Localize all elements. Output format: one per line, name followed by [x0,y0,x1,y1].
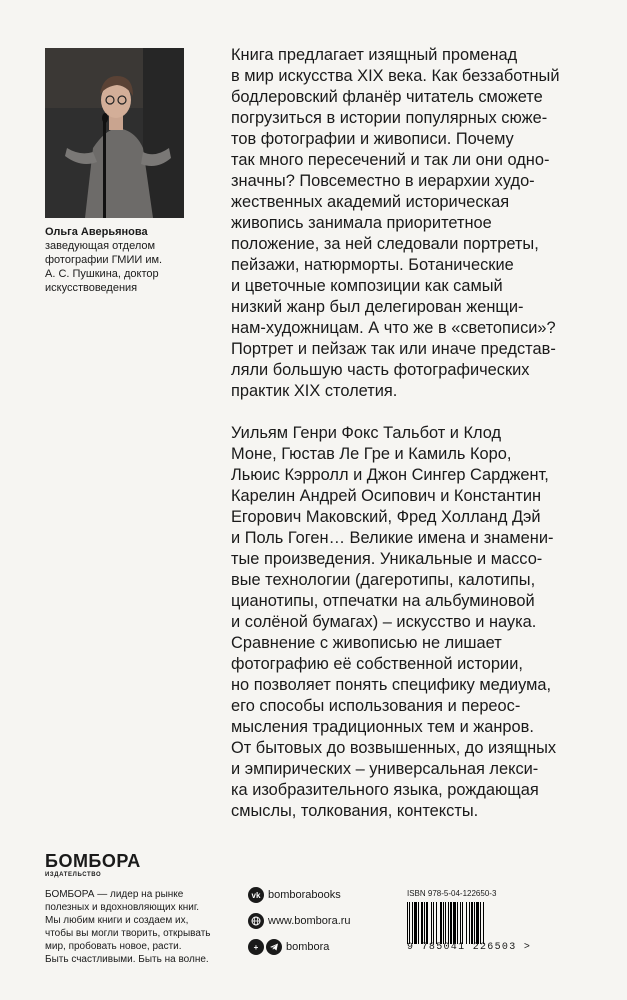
text-line: жественных академий историческая [231,193,510,211]
text-line: ляли большую часть фотографических [231,361,530,379]
blurb-line: чтобы вы могли творить, открывать [45,928,211,939]
text-line: и Поль Гоген… Великие имена и знамени- [231,529,554,547]
text-line: нам-художницам. А что же в «светописи»? [231,319,556,337]
publisher-logo [45,852,141,878]
blurb-line: Быть счастливыми. Быть на волне. [45,954,209,965]
social-telegram-label: bombora [286,941,330,953]
social-website-label: www.bombora.ru [268,915,351,927]
publisher-logo-subtitle: ИЗДАТЕЛЬСТВО [45,872,102,878]
text-line: пейзажи, натюрморты. Ботанические [231,256,514,274]
text-line: Моне, Гюстав Ле Гре и Камиль Коро, [231,445,512,463]
barcode [407,902,577,953]
author-role-line: А. С. Пушкина, доктор [45,268,159,280]
text-line: Книга предлагает изящный променад [231,46,518,64]
text-line: и солёной бумагах) – искусство и наука. [231,613,537,631]
description-paragraph-2 [231,423,581,822]
text-line: бодлеровский фланёр читатель сможете [231,88,543,106]
text-line: так много пересечений и так ли они одно- [231,151,550,169]
text-line: низкий жанр был делегирован женщи- [231,298,524,316]
barcode-digits: 9 785041 226503 > [407,942,532,953]
text-line: смыслы, толкования, контексты. [231,802,479,820]
text-line: значны? Повсеместно в иерархии худо- [231,172,535,190]
author-name: Ольга Аверьянова [45,226,148,238]
isbn-number: ISBN 978-5-04-122650-3 [407,889,497,898]
publisher-logo-text: БОМБОРА [45,851,141,871]
isbn-block [407,889,582,953]
social-vk-label: bomborabooks [268,889,341,901]
text-line: и цветочные композиции как самый [231,277,503,295]
blurb-line: БОМБОРА — лидер на рынке [45,889,184,900]
book-description [231,45,581,822]
text-line: Сравнение с живописью не лишает [231,634,502,652]
text-line: Льюис Кэрролл и Джон Сингер Сарджент, [231,466,549,484]
social-links [248,886,351,964]
text-line: живопись занимала приоритетное [231,214,492,232]
text-line: погрузиться в истории популярных сюже- [231,109,548,127]
social-website[interactable] [248,912,351,930]
publisher-blurb [45,888,220,966]
barcode-bar [484,902,485,944]
text-line: ка изобразительного языка, рождающая [231,781,539,799]
text-line: но позволяет понять специфику медиума, [231,676,552,694]
text-line: практик XIX столетия. [231,382,398,400]
text-line: вые технологии (дагеротипы, калотипы, [231,571,536,589]
description-paragraph-1 [231,45,581,402]
text-line: Портрет и пейзаж так или иначе представ- [231,340,556,358]
globe-icon [248,913,264,929]
text-line: тов фотографии и живописи. Почему [231,130,514,148]
text-line: Егорович Маковский, Фред Холланд Дэй [231,508,541,526]
text-line: От бытовых до возвышенных, до изящных [231,739,557,757]
author-role-line: искусствоведения [45,282,138,294]
social-vk[interactable] [248,886,351,904]
blurb-line: мир, пробовать новое, расти. [45,941,182,952]
telegram-icon [266,939,282,955]
blurb-line: Мы любим книги и создаем их, [45,915,189,926]
barcode-bars [407,902,577,944]
vk-icon: vk [248,887,264,903]
author-info [45,225,190,295]
text-line: положение, за ней следовали портреты, [231,235,539,253]
text-line: в мир искусства XIX века. Как беззаботный [231,67,560,85]
text-line: Уильям Генри Фокс Тальбот и Клод [231,424,502,442]
text-line: и эмпирических – универсальная лекси- [231,760,539,778]
text-line: его способы использования и переос- [231,697,521,715]
text-line: фотографию её собственной истории, [231,655,523,673]
author-role-line: фотографии ГМИИ им. [45,254,163,266]
text-line: мысления традиционных тем и жанров. [231,718,534,736]
text-line: цианотипы, отпечатки на альбуминовой [231,592,535,610]
author-photo [45,48,184,218]
blurb-line: полезных и вдохновляющих книг. [45,902,200,913]
author-role-line: заведующая отделом [45,240,156,252]
text-line: тые произведения. Уникальные и массо- [231,550,543,568]
plus-icon: + [248,939,264,955]
text-line: Карелин Андрей Осипович и Константин [231,487,542,505]
author-photo-illustration [45,48,184,218]
social-telegram[interactable] [248,938,351,956]
